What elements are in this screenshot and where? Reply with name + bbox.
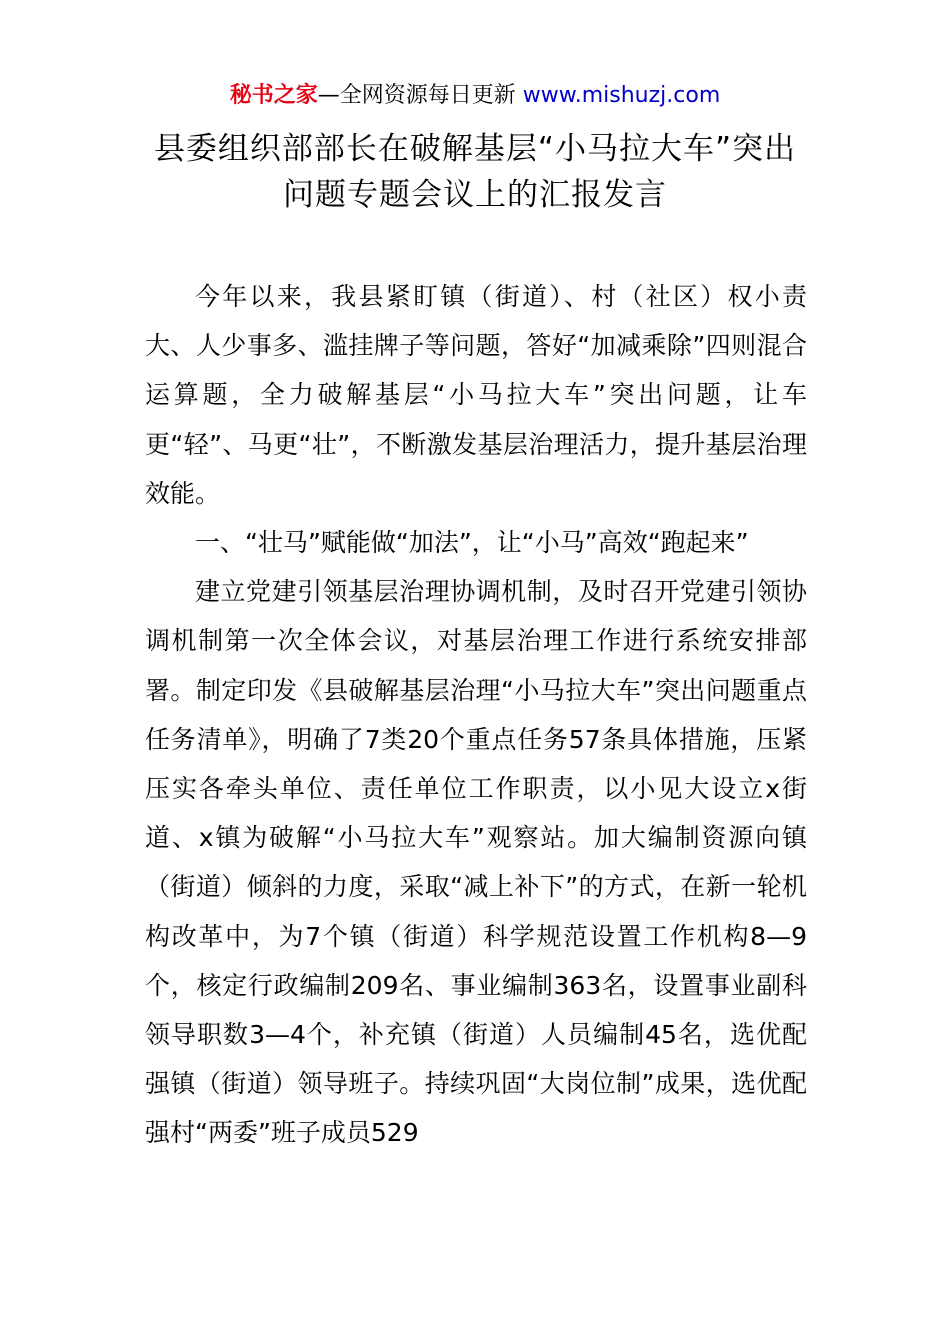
site-url[interactable]: www.mishuzj.com bbox=[522, 83, 721, 108]
site-brand: 秘书之家 bbox=[229, 83, 318, 108]
document-title: 县委组织部部长在破解基层“小马拉大车”突出问题专题会议上的汇报发言 bbox=[153, 131, 797, 213]
site-tagline: —全网资源每日更新 bbox=[317, 83, 523, 108]
paragraph-intro: 今年以来，我县紧盯镇（街道）、村（社区）权小责大、人少事多、滥挂牌子等问题，答好“加减乘除”四则混合运算题，全力破解基层“小马拉大车”突出问题，让车更“轻”、马更“壮”，不断激发基层治理活力，提升基层治理效能。 bbox=[145, 282, 807, 508]
paragraph-section-1: 建立党建引领基层治理协调机制，及时召开党建引领协调机制第一次全体会议，对基层治理工作进行系统安排部署。制定印发《县破解基层治理“小马拉大车”突出问题重点任务清单》，明确了7类20个重点任务57条具体措施，压紧压实各牵头单位、责任单位工作职责，以小见大设立x街道、x镇为破解“小马拉大车”观察站。加大编制资源向镇（街道）倾斜的力度，采取“减上补下”的方式，在新一轮机构改革中，为7个镇（街道）科学规范设置工作机构8—9个，核定行政编制209名、事业编制363名，设置事业副科领导职数3—4个，补充镇（街道）人员编制45名，选优配强镇（街道）领导班子。持续巩固“大岗位制”成果，选优配强村“两委”班子成员529 bbox=[145, 577, 807, 1148]
section-heading-1: 一、“壮马”赋能做“加法”，让“小马”高效“跑起来” bbox=[195, 528, 749, 558]
document-body bbox=[145, 272, 807, 1158]
site-header bbox=[0, 80, 950, 112]
